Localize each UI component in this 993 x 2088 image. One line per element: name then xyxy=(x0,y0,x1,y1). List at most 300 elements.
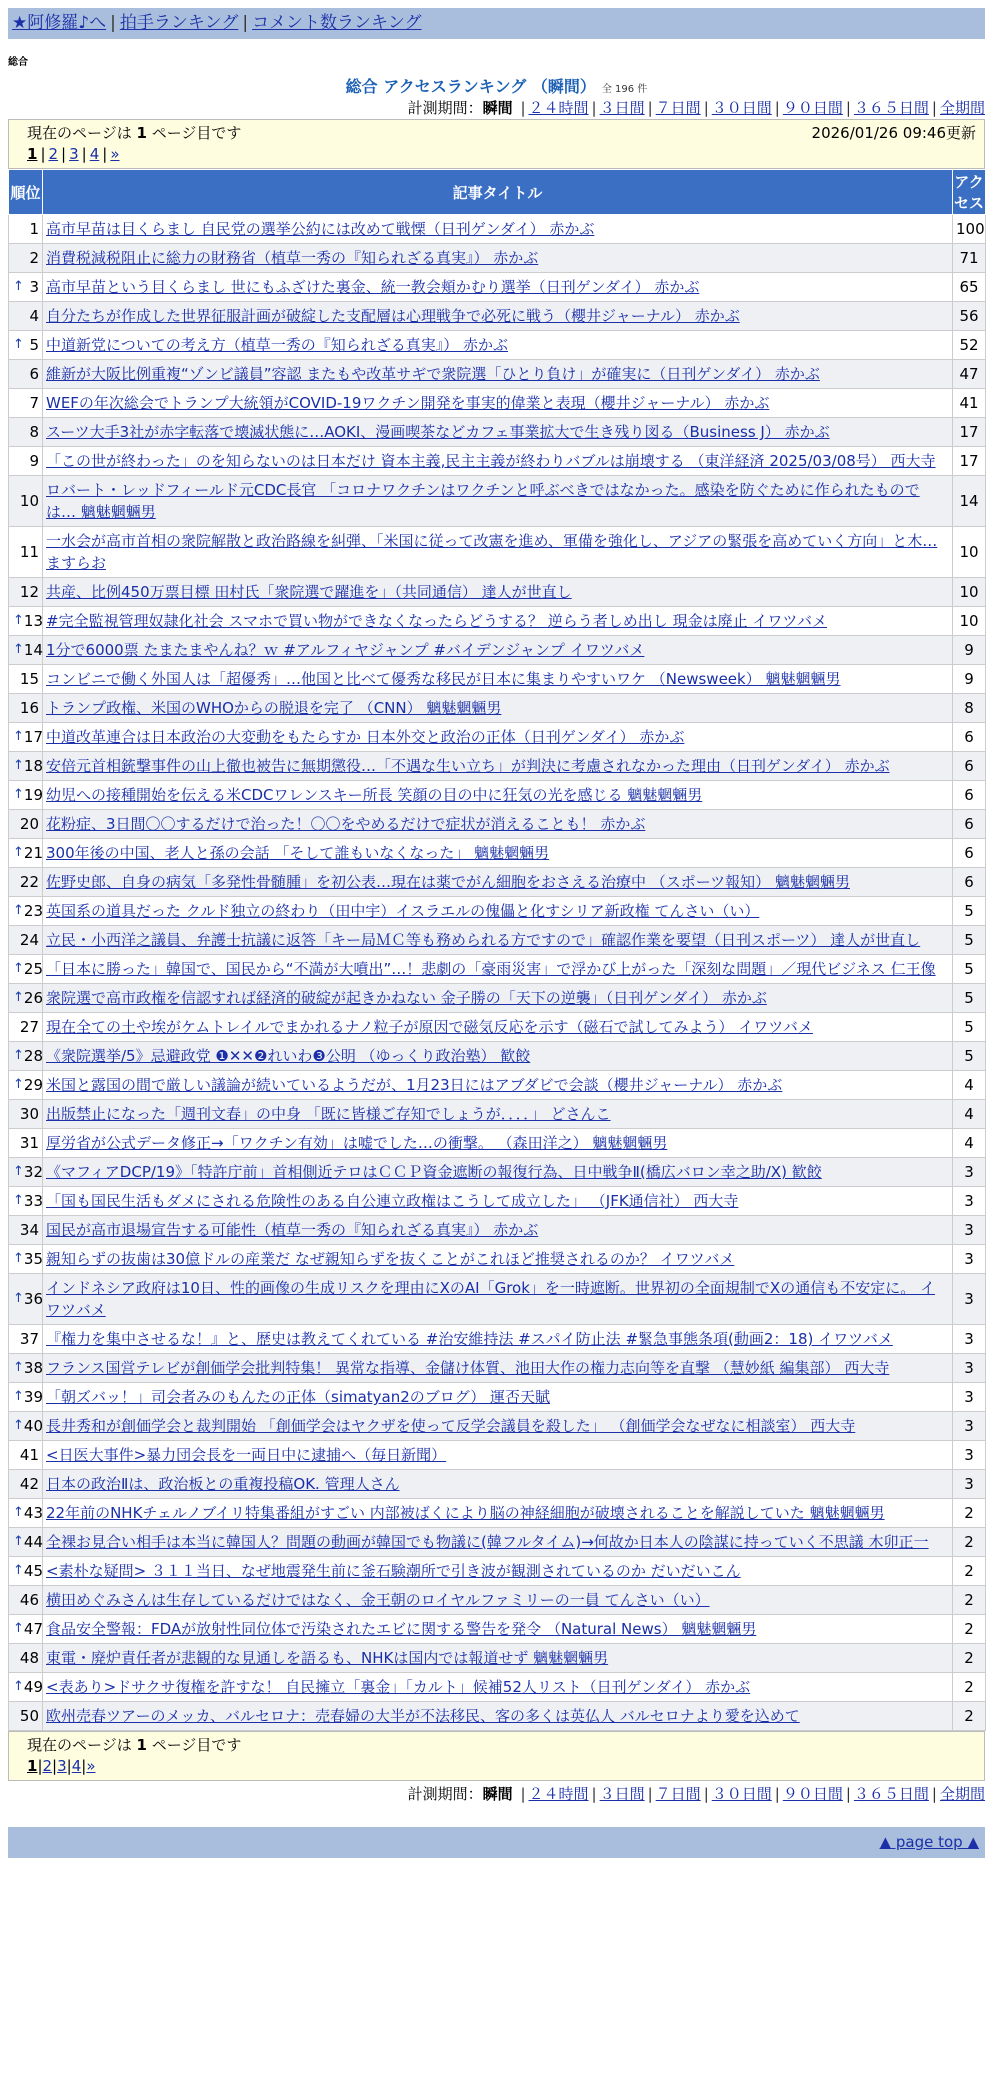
table-row xyxy=(9,1644,986,1673)
access-count: 6 xyxy=(953,868,986,897)
title-cell xyxy=(43,527,953,578)
next-page-link[interactable]: » xyxy=(110,145,120,163)
title-cell xyxy=(43,360,953,389)
rank-cell xyxy=(9,215,43,244)
access-count: 3 xyxy=(953,1412,986,1441)
page-link[interactable]: 2 xyxy=(48,145,59,163)
pagination xyxy=(17,1756,976,1777)
period-link[interactable]: ７日間 xyxy=(655,99,701,117)
article-link[interactable]: フランス国営テレビが創価学会批判特集！ 異常な指導、金儲け体質、池田大作の権力志向等を直撃 （慧妙紙 編集部） 西大寺 xyxy=(46,1359,890,1377)
rank-number: 28 xyxy=(23,1047,43,1065)
page-link[interactable]: 3 xyxy=(69,145,79,163)
title-cell xyxy=(43,636,953,665)
rank-number: 14 xyxy=(23,641,43,659)
article-link[interactable]: 「国も国民生活もダメにされる危険性のある自公連立政権はこうして成立した」 （JFK通信社） 西大寺 xyxy=(46,1192,739,1210)
title-cell xyxy=(43,1441,953,1470)
article-link[interactable]: 欧州売春ツアーのメッカ、バルセロナ：売春婦の大半が不法移民、客の多くは英仏人 バルセロナより愛を込めて xyxy=(46,1707,800,1725)
article-link[interactable]: 共産、比例450万票目標 田村氏「衆院選で躍進を」（共同通信） 達人が世直し xyxy=(46,583,572,601)
rank-number: 10 xyxy=(19,492,39,510)
col-header-rank: 順位 xyxy=(9,170,43,215)
article-link[interactable]: 「日本に勝った」韓国で、国民から“不満が大噴出”…！悲劇の「豪雨災害」で浮かび上がった「深刻な問題」／現代ビジネス 仁王像 xyxy=(46,960,936,978)
article-link[interactable]: 食品安全警報：FDAが放射性同位体で汚染されたエビに関する警告を発令 （Natural News） 魑魅魍魎男 xyxy=(46,1620,757,1638)
article-link[interactable]: インドネシア政府は10日、性的画像の生成リスクを理由にXのAI「Grok」を一時遮断。世界初の全面規制でXの通信も不安定に。 イワツバメ xyxy=(46,1279,935,1319)
rank-number: 9 xyxy=(29,452,39,470)
separator: | xyxy=(37,1757,43,1775)
rank-number: 16 xyxy=(19,699,39,717)
page-info-box xyxy=(8,119,985,169)
article-link[interactable]: 米国と露国の間で厳しい議論が続いているようだが、1月23日にはアブダビで会談（櫻井ジャーナル） 赤かぶ xyxy=(46,1076,783,1094)
access-count: 47 xyxy=(953,360,986,389)
separator: | xyxy=(81,145,87,163)
rank-cell xyxy=(9,723,43,752)
access-count: 9 xyxy=(953,636,986,665)
rank-up-arrow-icon: ↑ xyxy=(13,845,24,860)
top-nav xyxy=(8,8,985,39)
access-count: 3 xyxy=(953,1354,986,1383)
table-row xyxy=(9,476,986,527)
table-row xyxy=(9,1702,986,1731)
article-link[interactable]: 22年前のNHKチェルノブイリ特集番組がすごい 内部被ばくにより脳の神経細胞が破壊されることを解説していた 魑魅魍魎男 xyxy=(46,1504,885,1522)
table-row xyxy=(9,665,986,694)
separator: | xyxy=(52,1757,58,1775)
table-row xyxy=(9,810,986,839)
access-count: 3 xyxy=(953,1274,986,1325)
rank-number: 45 xyxy=(23,1562,43,1580)
separator: | xyxy=(774,1785,780,1803)
rank-cell xyxy=(9,810,43,839)
rank-number: 22 xyxy=(19,873,39,891)
rank-cell xyxy=(9,1528,43,1557)
title-cell xyxy=(43,1702,953,1731)
rank-up-arrow-icon: ↑ xyxy=(13,1193,24,1208)
rank-up-arrow-icon: ↑ xyxy=(13,758,24,773)
table-row xyxy=(9,636,986,665)
rank-number: 23 xyxy=(23,902,43,920)
article-link[interactable]: 幼児への接種開始を伝える米CDCワレンスキー所長 笑顔の目の中に狂気の光を感じる 魑魅魍魎男 xyxy=(46,786,703,804)
rank-number: 15 xyxy=(19,670,39,688)
rank-cell xyxy=(9,1499,43,1528)
rank-cell xyxy=(9,1354,43,1383)
rank-cell xyxy=(9,1615,43,1644)
rank-up-arrow-icon: ↑ xyxy=(13,1251,24,1266)
rank-number: 40 xyxy=(23,1417,43,1435)
title-cell xyxy=(43,781,953,810)
clap-ranking-link[interactable]: 拍手ランキング xyxy=(119,13,239,33)
page-link[interactable]: 4 xyxy=(89,145,100,163)
table-row xyxy=(9,1158,986,1187)
rank-cell xyxy=(9,636,43,665)
col-header-title: 記事タイトル xyxy=(43,170,953,215)
title-cell xyxy=(43,1071,953,1100)
article-link[interactable]: 立民・小西洋之議員、弁護士抗議に返答「キー局ＭＣ等も務められる方ですので」確認作業を要望（日刊スポーツ） 達人が世直し xyxy=(46,931,921,949)
table-row xyxy=(9,1441,986,1470)
period-link[interactable]: ２４時間 xyxy=(528,99,589,117)
rank-up-arrow-icon: ↑ xyxy=(13,1534,24,1549)
rank-cell xyxy=(9,926,43,955)
rank-number: 42 xyxy=(19,1475,39,1493)
article-link[interactable]: <素朴な疑問> ３１１当日、なぜ地震発生前に釜石験潮所で引き波が観測されているのか だいだいこん xyxy=(46,1562,741,1580)
title-cell xyxy=(43,810,953,839)
access-count: 6 xyxy=(953,752,986,781)
rank-number: 35 xyxy=(23,1250,43,1268)
rank-cell xyxy=(9,1557,43,1586)
title-cell xyxy=(43,1187,953,1216)
access-count: 5 xyxy=(953,1042,986,1071)
rank-cell xyxy=(9,839,43,868)
rank-cell xyxy=(9,1013,43,1042)
access-count: 2 xyxy=(953,1499,986,1528)
separator: | xyxy=(40,145,46,163)
rank-up-arrow-icon: ↑ xyxy=(13,1291,24,1306)
title-cell xyxy=(43,447,953,476)
rank-number: 8 xyxy=(29,423,39,441)
period-label: 計測期間： xyxy=(407,99,483,117)
rank-cell xyxy=(9,1071,43,1100)
rank-up-arrow-icon: ↑ xyxy=(13,990,24,1005)
access-count: 10 xyxy=(953,607,986,636)
table-row xyxy=(9,1499,986,1528)
access-count: 71 xyxy=(953,244,986,273)
rank-cell xyxy=(9,1470,43,1499)
table-row xyxy=(9,331,986,360)
rank-number: 7 xyxy=(29,394,39,412)
period-link[interactable]: 全期間 xyxy=(939,1785,985,1803)
rank-up-arrow-icon: ↑ xyxy=(13,1077,24,1092)
separator: | xyxy=(931,99,937,117)
article-link[interactable]: 消費税減税阻止に総力の財務省（植草一秀の『知られざる真実』） 赤かぶ xyxy=(46,249,539,267)
rank-up-arrow-icon: ↑ xyxy=(13,613,24,628)
rank-number: 33 xyxy=(23,1192,43,1210)
rank-cell xyxy=(9,1325,43,1354)
article-link[interactable]: #完全監視管理奴隷化社会 スマホで買い物ができなくなったらどうする？ 逆らう者しめ出し 現金は廃止 イワツバメ xyxy=(46,612,828,630)
article-link[interactable]: 佐野史郎、自身の病気「多発性骨髄腫」を初公表…現在は薬でがん細胞をおさえる治療中 （スポーツ報知） 魑魅魍魎男 xyxy=(46,873,850,891)
rank-up-arrow-icon: ↑ xyxy=(13,1389,24,1404)
title-cell xyxy=(43,1158,953,1187)
rank-number: 12 xyxy=(19,583,39,601)
period-link[interactable]: ９０日間 xyxy=(782,1785,843,1803)
access-count: 56 xyxy=(953,302,986,331)
table-row xyxy=(9,273,986,302)
article-link[interactable]: スーツ大手3社が赤字転落で壊滅状態に…AOKI、漫画喫茶などカフェ事業拡大で生き残り図る（Business J） 赤かぶ xyxy=(46,423,830,441)
rank-number: 32 xyxy=(23,1163,43,1181)
title-cell xyxy=(43,1129,953,1158)
table-row xyxy=(9,1216,986,1245)
article-link[interactable]: 長井秀和が創価学会と裁判開始 「創価学会はヤクザを使って反学会議員を殺した」 （創価学会なぜなに相談室） 西大寺 xyxy=(46,1417,856,1435)
article-link[interactable]: 東電・廃炉責任者が悲観的な見通しを語るも、NHKは国内では報道せず 魑魅魍魎男 xyxy=(46,1649,609,1667)
period-link[interactable]: ３０日間 xyxy=(711,1785,772,1803)
article-link[interactable]: WEFの年次総会でトランプ大統領がCOVID-19ワクチン開発を事実的偉業と表現（櫻井ジャーナル） 赤かぶ xyxy=(46,394,770,412)
title-cell xyxy=(43,1586,953,1615)
title-cell xyxy=(43,926,953,955)
table-row xyxy=(9,1274,986,1325)
rank-cell xyxy=(9,984,43,1013)
table-row xyxy=(9,984,986,1013)
title-cell xyxy=(43,244,953,273)
access-count: 3 xyxy=(953,1187,986,1216)
separator: | xyxy=(242,13,249,33)
article-link[interactable]: 『権力を集中させるな！』と、歴史は教えてくれている #治安維持法 #スパイ防止法 #緊急事態条項(動画2：18) イワツバメ xyxy=(46,1330,893,1348)
access-count: 6 xyxy=(953,723,986,752)
table-row xyxy=(9,1071,986,1100)
table-row xyxy=(9,215,986,244)
rank-cell xyxy=(9,418,43,447)
article-link[interactable]: 全裸お見合い相手は本当に韓国人？問題の動画が韓国でも物議に(韓フルタイム)→何故か日本人の陰謀に持っていく不思議 木卯正一 xyxy=(46,1533,929,1551)
access-count: 52 xyxy=(953,331,986,360)
article-link[interactable]: 高市早苗という目くらまし 世にもふざけた裏金、統一教会頬かむり選挙（日刊ゲンダイ） 赤かぶ xyxy=(46,278,700,296)
rank-number: 26 xyxy=(23,989,43,1007)
rank-up-arrow-icon: ↑ xyxy=(13,279,24,294)
access-count: 5 xyxy=(953,897,986,926)
page-title xyxy=(0,74,993,97)
table-row xyxy=(9,1100,986,1129)
article-link[interactable]: 現在全ての土や埃がケムトレイルでまかれるナノ粒子が原因で磁気反応を示す（磁石で試してみよう） イワツバメ xyxy=(46,1018,813,1036)
article-link[interactable]: 高市早苗は目くらまし 自民党の選挙公約には改めて戦慄（日刊ゲンダイ） 赤かぶ xyxy=(46,220,595,238)
rank-number: 4 xyxy=(29,307,39,325)
rank-number: 20 xyxy=(19,815,39,833)
table-row xyxy=(9,360,986,389)
access-count: 3 xyxy=(953,1325,986,1354)
rank-number: 19 xyxy=(23,786,43,804)
rank-cell xyxy=(9,1129,43,1158)
article-link[interactable]: 「この世が終わった」のを知らないのは日本だけ 資本主義,民主主義が終わりバブルは崩壊する （東洋経済 2025/03/08号） 西大寺 xyxy=(46,452,936,470)
title-cell xyxy=(43,302,953,331)
total-count: 全 196 件 xyxy=(601,84,648,95)
table-row xyxy=(9,527,986,578)
access-count: 65 xyxy=(953,273,986,302)
separator: | xyxy=(66,1757,72,1775)
access-count: 14 xyxy=(953,476,986,527)
title-cell xyxy=(43,868,953,897)
rank-cell xyxy=(9,302,43,331)
rank-cell xyxy=(9,578,43,607)
access-count: 6 xyxy=(953,781,986,810)
rank-number: 46 xyxy=(19,1591,39,1609)
page-link: 1 xyxy=(27,1757,38,1775)
rank-number: 43 xyxy=(23,1504,43,1522)
rank-cell xyxy=(9,1441,43,1470)
pagination xyxy=(17,144,976,165)
title-cell xyxy=(43,1354,953,1383)
article-link[interactable]: 中道改革連合は日本政治の大変動をもたらすか 日本外交と政治の正体（日刊ゲンダイ） 赤かぶ xyxy=(46,728,685,746)
period-link[interactable]: ３日間 xyxy=(599,99,645,117)
rank-cell xyxy=(9,897,43,926)
title-cell xyxy=(43,1100,953,1129)
current-page-text: 現在のページは 1 ページ目です xyxy=(27,1736,242,1754)
period-link[interactable]: 全期間 xyxy=(939,99,985,117)
separator: | xyxy=(102,145,108,163)
separator: | xyxy=(647,99,653,117)
title-cell xyxy=(43,1470,953,1499)
rank-number: 30 xyxy=(19,1105,39,1123)
article-link[interactable]: 花粉症、3日間〇〇するだけで治った！〇〇をやめるだけで症状が消えることも！ 赤かぶ xyxy=(46,815,646,833)
table-row xyxy=(9,1354,986,1383)
rank-up-arrow-icon: ↑ xyxy=(13,642,24,657)
access-count: 4 xyxy=(953,1071,986,1100)
current-page-text: 現在のページは 1 ページ目です xyxy=(27,124,242,142)
rank-cell xyxy=(9,273,43,302)
article-link[interactable]: 衆院選で高市政権を信認すれば経済的破綻が起きかねない 金子勝の「天下の逆襲」（日刊ゲンダイ） 赤かぶ xyxy=(46,989,767,1007)
rank-cell xyxy=(9,447,43,476)
title-cell xyxy=(43,215,953,244)
rank-cell xyxy=(9,1586,43,1615)
rank-cell xyxy=(9,781,43,810)
rank-cell xyxy=(9,1187,43,1216)
ranking-table xyxy=(8,169,986,1731)
article-link[interactable]: 出版禁止になった「週刊文春」の中身 「既に皆様ご存知でしょうが．．．．」 どさんこ xyxy=(46,1105,611,1123)
rank-up-arrow-icon: ↑ xyxy=(13,1505,24,1520)
rank-number: 38 xyxy=(23,1359,43,1377)
title-cell xyxy=(43,955,953,984)
separator: | xyxy=(931,1785,937,1803)
col-header-count: アクセス xyxy=(953,170,986,215)
access-count: 3 xyxy=(953,1470,986,1499)
rank-cell xyxy=(9,752,43,781)
rank-up-arrow-icon: ↑ xyxy=(13,729,24,744)
article-link[interactable]: <日医大事件>暴力団会長を一両日中に逮捕へ（毎日新聞） xyxy=(46,1446,447,1464)
access-count: 8 xyxy=(953,694,986,723)
access-count: 4 xyxy=(953,1100,986,1129)
table-row xyxy=(9,1325,986,1354)
rank-up-arrow-icon: ↑ xyxy=(13,1679,24,1694)
rank-up-arrow-icon: ↑ xyxy=(13,787,24,802)
rank-number: 39 xyxy=(23,1388,43,1406)
title-cell xyxy=(43,389,953,418)
access-count: 10 xyxy=(953,527,986,578)
rank-number: 24 xyxy=(19,931,39,949)
rank-cell xyxy=(9,331,43,360)
access-count: 3 xyxy=(953,1216,986,1245)
article-link[interactable]: 中道新党についての考え方（植草一秀の『知られざる真実』） 赤かぶ xyxy=(46,336,508,354)
article-link[interactable]: 安倍元首相銃撃事件の山上徹也被告に無期懲役…「不遇な生い立ち」が判決に考慮されなかった理由（日刊ゲンダイ） 赤かぶ xyxy=(46,757,890,775)
period-link[interactable]: ３６５日間 xyxy=(853,99,929,117)
article-link[interactable]: 一水会が高市首相の衆院解散と政治路線を糾弾、「米国に従って改憲を進め、軍備を強化し、アジアの緊張を高めていく方向」と木… ますらお xyxy=(46,532,938,572)
period-link[interactable]: ３６５日間 xyxy=(853,1785,929,1803)
access-count: 5 xyxy=(953,984,986,1013)
title-cell xyxy=(43,1528,953,1557)
separator: | xyxy=(110,13,116,33)
page-link[interactable]: 4 xyxy=(71,1757,82,1775)
article-link[interactable]: 1分で6000票 たまたまやんね？ｗ #アルフィヤジャンプ #バイデンジャンプ イワツバメ xyxy=(46,641,645,659)
access-count: 9 xyxy=(953,665,986,694)
article-link[interactable]: 国民が高市退場宣告する可能性（植草一秀の『知られざる真実』） 赤かぶ xyxy=(46,1221,539,1239)
article-link[interactable]: 親知らずの抜歯は30億ドルの産業だ なぜ親知らずを抜くことがこれほど推奨されるのか？ イワツバメ xyxy=(46,1250,735,1268)
table-row xyxy=(9,302,986,331)
article-link[interactable]: 「朝ズバッ！」司会者みのもんたの正体（simatyan2のブログ） 運否天賦 xyxy=(46,1388,551,1406)
page-link[interactable]: 3 xyxy=(57,1757,67,1775)
access-count: 5 xyxy=(953,1013,986,1042)
rank-cell xyxy=(9,1673,43,1702)
rank-cell xyxy=(9,360,43,389)
rank-cell xyxy=(9,476,43,527)
separator: | xyxy=(61,145,67,163)
rank-number: 5 xyxy=(29,336,39,354)
title-cell xyxy=(43,665,953,694)
period-link[interactable]: ２４時間 xyxy=(528,1785,589,1803)
table-row xyxy=(9,1470,986,1499)
period-link[interactable]: ３日間 xyxy=(599,1785,645,1803)
rank-up-arrow-icon: ↑ xyxy=(13,961,24,976)
table-row xyxy=(9,447,986,476)
article-link[interactable]: トランプ政権、米国のWHOからの脱退を完了 （CNN） 魑魅魍魎男 xyxy=(46,699,502,717)
table-row xyxy=(9,1615,986,1644)
access-count: 17 xyxy=(953,418,986,447)
title-cell xyxy=(43,273,953,302)
period-link[interactable]: ７日間 xyxy=(655,1785,701,1803)
rank-up-arrow-icon: ↑ xyxy=(13,1360,24,1375)
rank-number: 29 xyxy=(23,1076,43,1094)
title-cell xyxy=(43,331,953,360)
access-count: 2 xyxy=(953,1586,986,1615)
period-current: 瞬間 xyxy=(482,99,513,117)
title-cell xyxy=(43,578,953,607)
separator: | xyxy=(703,1785,709,1803)
title-cell xyxy=(43,839,953,868)
home-link[interactable]: ★阿修羅♪へ xyxy=(12,13,107,33)
article-link[interactable]: 自分たちが作成した世界征服計画が破綻した支配層は心理戦争で必死に戦う（櫻井ジャーナル） 赤かぶ xyxy=(46,307,740,325)
article-link[interactable]: 300年後の中国、老人と孫の会話 「そして誰もいなくなった」 魑魅魍魎男 xyxy=(46,844,550,862)
separator: | xyxy=(81,1757,87,1775)
separator: | xyxy=(520,1785,526,1803)
page-link[interactable]: 2 xyxy=(42,1757,53,1775)
article-link[interactable]: 横田めぐみさんは生存しているだけではなく、金王朝のロイヤルファミリーの一員 てんさい（い） xyxy=(46,1591,710,1609)
rank-number: 49 xyxy=(23,1678,43,1696)
access-count: 2 xyxy=(953,1528,986,1557)
rank-cell xyxy=(9,1274,43,1325)
period-current: 瞬間 xyxy=(482,1785,513,1803)
access-count: 41 xyxy=(953,389,986,418)
title-cell xyxy=(43,607,953,636)
rank-cell xyxy=(9,1702,43,1731)
separator: | xyxy=(647,1785,653,1803)
page-top-link[interactable]: ▲ page top ▲ xyxy=(879,1833,979,1851)
table-row xyxy=(9,1129,986,1158)
article-link[interactable]: コンビニで働く外国人は「超優秀」…他国と比べて優秀な移民が日本に集まりやすいワケ （Newsweek） 魑魅魍魎男 xyxy=(46,670,841,688)
rank-cell xyxy=(9,527,43,578)
table-row xyxy=(9,578,986,607)
period-label: 計測期間： xyxy=(407,1785,483,1803)
separator: | xyxy=(591,1785,597,1803)
article-link[interactable]: 《衆院選挙/5》忌避政党 ❶✕✕❷れいわ❸公明 （ゆっくり政治塾） 歓餃 xyxy=(46,1047,531,1065)
article-link[interactable]: <表あり>ドサクサ復権を許すな！ 自民擁立「裏金」「カルト」候補52人リスト（日刊ゲンダイ） 赤かぶ xyxy=(46,1678,751,1696)
article-link[interactable]: 日本の政治Ⅱは、政治板との重複投稿OK. 管理人さん xyxy=(46,1475,400,1493)
title-cell xyxy=(43,476,953,527)
article-link[interactable]: 厚労省が公式データ修正→「ワクチン有効」は嘘でした…の衝撃。 （森田洋之） 魑魅魍魎男 xyxy=(46,1134,668,1152)
next-page-link[interactable]: » xyxy=(86,1757,96,1775)
article-link[interactable]: ロバート・レッドフィールド元CDC長官 「コロナワクチンはワクチンと呼ぶべきではなかった。感染を防ぐために作られたものでは… 魑魅魍魎男 xyxy=(46,481,920,521)
period-link[interactable]: ３０日間 xyxy=(711,99,772,117)
table-row xyxy=(9,1412,986,1441)
article-link[interactable]: 《マフィアDCP/19》「特許庁前」首相側近テロはＣＣＰ資金遮断の報復行為、日中戦争Ⅱ(橋広バロン幸之助/X) 歓餃 xyxy=(46,1163,822,1181)
article-link[interactable]: 英国系の道具だった クルド独立の終わり（田中宇）イスラエルの傀儡と化すシリア新政権 てんさい（い） xyxy=(46,902,760,920)
separator: | xyxy=(520,99,526,117)
title-cell xyxy=(43,1412,953,1441)
access-count: 3 xyxy=(953,1441,986,1470)
article-link[interactable]: 維新が大阪比例重複“ゾンビ議員”容認 またもや改革サギで衆院選「ひとり負け」が確実に（日刊ゲンダイ） 赤かぶ xyxy=(46,365,820,383)
title-cell xyxy=(43,1644,953,1673)
rank-up-arrow-icon: ↑ xyxy=(13,1048,24,1063)
table-row xyxy=(9,1245,986,1274)
table-row xyxy=(9,897,986,926)
rank-cell xyxy=(9,1383,43,1412)
access-count: 2 xyxy=(953,1644,986,1673)
period-link[interactable]: ９０日間 xyxy=(782,99,843,117)
table-row xyxy=(9,1042,986,1071)
table-row xyxy=(9,955,986,984)
comment-ranking-link[interactable]: コメント数ランキング xyxy=(252,13,422,33)
access-count: 3 xyxy=(953,1158,986,1187)
title-cell xyxy=(43,418,953,447)
rank-up-arrow-icon: ↑ xyxy=(13,1621,24,1636)
